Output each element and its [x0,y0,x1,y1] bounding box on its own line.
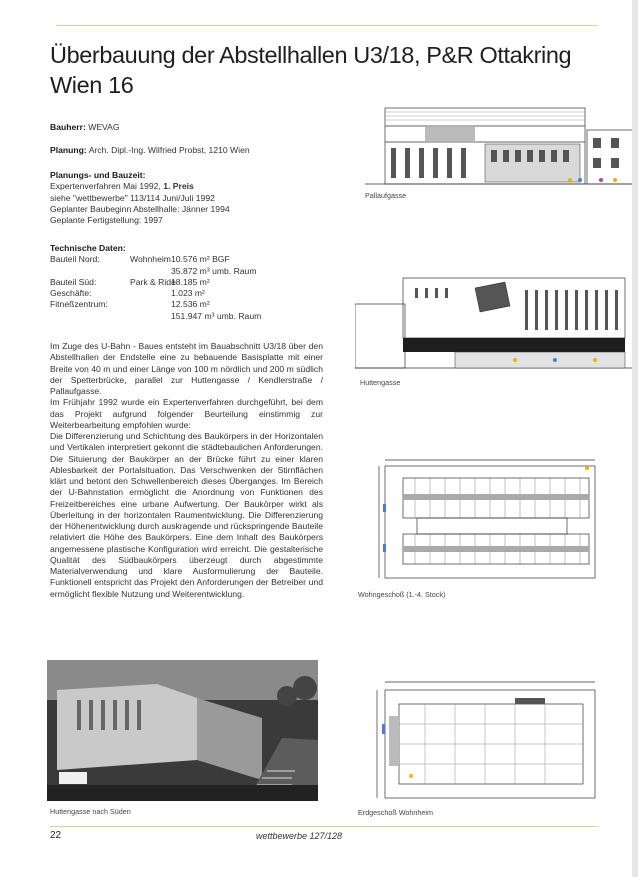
td-cell: 12.536 m² [171,299,210,310]
caption-erdgeschoss: Erdgeschoß Wohnheim [358,808,433,817]
td-cell: Bauteil Süd: [50,276,97,287]
technische-daten-row [50,299,325,310]
floorplan-wohngeschoss-drawing [355,448,605,588]
title-line-1: Überbauung der Abstellhallen U3/18, P&R Ottakring [50,42,572,68]
td-cell: 10.576 m² BGF [171,254,230,265]
footer-rule [50,826,598,827]
technische-daten-row [50,311,325,322]
body-text [50,341,323,600]
top-rule [56,25,598,26]
planungszeit-prize: 1. Preis [163,181,194,192]
body-paragraph: Im Zuge des U-Bahn - Baues entsteht im Bauabschnitt U3/18 über den Abstellhallen der Endstelle eine zu bebauende Basisplatte mit einer Breite von 40 m und einer Länge von 100 m nördlich und 200 m südlich der Spetterbrücke, parallel zur Huttengasse / Kendlerstraße / Pallaufgasse. [50,341,323,396]
page-number: 22 [50,830,62,841]
planungszeit-line-4: Geplante Fertigstellung: 1997 [50,215,163,226]
technische-daten-row [50,288,325,299]
td-cell: 18.185 m² [171,276,210,287]
bauherr-section [50,122,325,133]
td-cell: 1.023 m² [171,288,205,299]
caption-wohngeschoss: Wohngeschoß (1.-4. Stock) [358,590,446,599]
technische-daten-row [50,266,325,277]
planungszeit-label: Planungs- und Bauzeit: [50,170,146,180]
floorplan-erdgeschoss-drawing [355,664,605,804]
planungszeit-section [50,170,325,226]
planungszeit-line-3: Geplanter Baubeginn Abstellhalle: Jänner 1994 [50,203,230,214]
planungszeit-line-1 [50,181,325,192]
td-cell: Wohnheim [130,254,171,265]
elevation-huttengasse-drawing [355,268,635,374]
td-cell: Fitneßzentrum: [50,299,108,310]
journal-name: wettbewerbe 127/128 [256,831,343,841]
elevation-pallaufgasse-drawing [365,104,635,190]
caption-photo: Huttengasse nach Süden [50,807,131,816]
planung-value: Arch. Dipl.-Ing. Wilfried Probst, 1210 Wien [88,145,250,155]
page-edge [632,0,638,877]
planung-section [50,145,325,156]
technische-daten-label: Technische Daten: [50,243,126,253]
planungszeit-line-2: siehe "wettbewerbe" 113/114 Juni/Juli 1992 [50,192,215,203]
bauherr-label: Bauherr: [50,122,86,132]
td-cell: 35.872 m³ umb. Raum [171,265,257,276]
technische-daten-row [50,277,325,288]
planungszeit-line-1-text: Expertenverfahren Mai 1992, [50,181,164,192]
bauherr-value: WEVAG [88,122,120,132]
technische-daten-section [50,243,325,322]
td-cell: Bauteil Nord: [50,254,100,265]
td-cell: 151.947 m³ umb. Raum [171,310,262,321]
body-paragraph: Die Differenzierung und Schichtung des Baukörpers in der Horizontalen und Vertikalen interpretiert gekonnt die städtebaulichen Anforderungen. Die Situierung der Baukörper an der Brücke führt zu einer klaren Ablesbarkeit der Portalsituation. Das Verschwenken der Stirnflächen klärt und betont den Schwellenbereich dieses Überganges. Im Bereich der U-Bahnstation ermöglicht die Anordnung von Funktionen des Freizeitbereiches eine urbane Aufwertung. Der Baukörper wirkt als Überleitung in der horizontalen Raumentwicklung. Die Differenzierung der Höhenentwicklung durch auskragende und rückspringende Bauteile relativiert die Höhe des Baukörpers. Eine dem Inhalt des Baukörpers angemessene plastische Konfiguration wird erreicht. Die gestalterische Qualität des Südbaukörpers überzeugt durch abgestimmte Materialverwendung und klare Ausformulierung der Bauteile. Funktionell entspricht das Projekt den Anforderungen der Betreiber und ermöglicht flexible Nutzung und Weiterentwicklung. [50,431,323,599]
body-paragraph: Im Frühjahr 1992 wurde ein Expertenverfahren durchgeführt, bei dem das Projekt aufgrund folgender Beurteilung einstimmig zur Weiterbearbeitung empfohlen wurde: [50,397,323,430]
td-cell: Geschäfte: [50,288,92,299]
technische-daten-row [50,254,325,265]
page-title [50,40,610,100]
street-photo [47,660,318,801]
planung-label: Planung: [50,145,87,155]
title-line-2: Wien 16 [50,72,134,98]
caption-huttengasse: Huttengasse [360,378,401,387]
td-cell: Park & Ride [130,276,176,287]
caption-pallaufgasse: Pallaufgasse [365,191,407,200]
